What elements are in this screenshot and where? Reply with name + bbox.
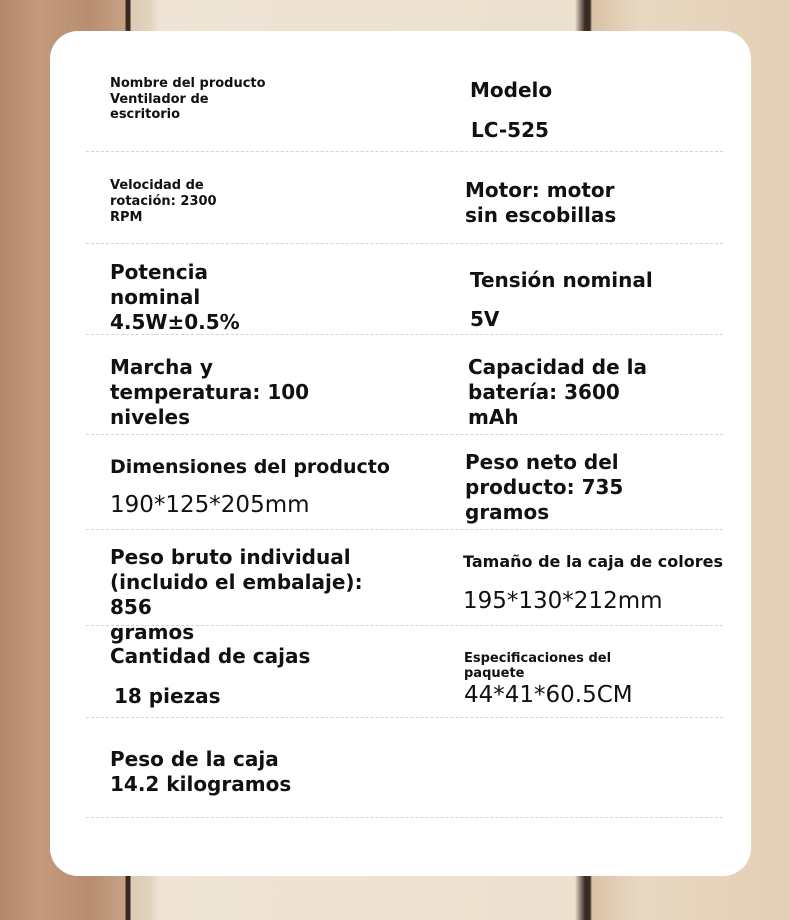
battery-capacity-line2: batería: 3600 [468, 380, 620, 404]
rated-voltage-value: 5V [470, 307, 500, 331]
gear-temperature-line2: temperatura: 100 [110, 380, 310, 404]
rated-voltage-label: Tensión nominal [470, 268, 653, 292]
rotation-speed-line2: rotación: 2300 [110, 194, 217, 209]
row-divider [86, 151, 723, 152]
net-weight-line3: gramos [465, 500, 550, 524]
net-weight-line2: producto: 735 [465, 475, 624, 499]
gross-weight-line3: 856 [110, 595, 152, 619]
product-name-value-line2: escritorio [110, 107, 181, 122]
package-spec-value: 44*41*60.5CM [464, 682, 633, 708]
rotation-speed-line3: RPM [110, 210, 143, 225]
row-divider [86, 243, 723, 244]
battery-capacity-line1: Capacidad de la [468, 355, 647, 379]
motor-line2: sin escobillas [465, 203, 617, 227]
rated-power-value: 4.5W±0.5% [110, 310, 240, 334]
box-quantity-value: 18 piezas [114, 684, 221, 708]
color-box-size-label: Tamaño de la caja de colores [463, 552, 724, 571]
row-divider [86, 717, 723, 718]
motor-line1: Motor: motor [465, 178, 615, 202]
product-name-value-line1: Ventilador de [110, 91, 209, 107]
gear-temperature-line3: niveles [110, 405, 191, 429]
row-divider [86, 434, 723, 435]
rated-power-line1: Potencia [110, 260, 208, 284]
box-quantity-label: Cantidad de cajas [110, 644, 311, 668]
product-dimensions-value: 190*125*205mm [110, 492, 310, 518]
package-spec-label-line2: paquete [464, 666, 525, 681]
net-weight-line1: Peso neto del [465, 450, 619, 474]
rotation-speed-line1: Velocidad de [110, 178, 204, 193]
box-weight-label: Peso de la caja [110, 747, 279, 771]
product-name-label: Nombre del producto [110, 76, 266, 91]
battery-capacity-line3: mAh [468, 405, 519, 429]
row-divider [86, 529, 723, 530]
gross-weight-line4: gramos [110, 620, 195, 644]
gross-weight-line1: Peso bruto individual [110, 545, 351, 569]
model-label: Modelo [470, 78, 553, 102]
package-spec-label-line1: Especificaciones del [464, 651, 612, 666]
product-dimensions-label: Dimensiones del producto [110, 456, 390, 478]
row-divider [86, 817, 723, 818]
model-value: LC-525 [471, 118, 549, 142]
color-box-size-value: 195*130*212mm [463, 588, 663, 614]
box-weight-value: 14.2 kilogramos [110, 772, 292, 796]
gear-temperature-line1: Marcha y [110, 355, 213, 379]
rated-power-line2: nominal [110, 285, 201, 309]
gross-weight-line2: (incluido el embalaje): [110, 570, 363, 594]
